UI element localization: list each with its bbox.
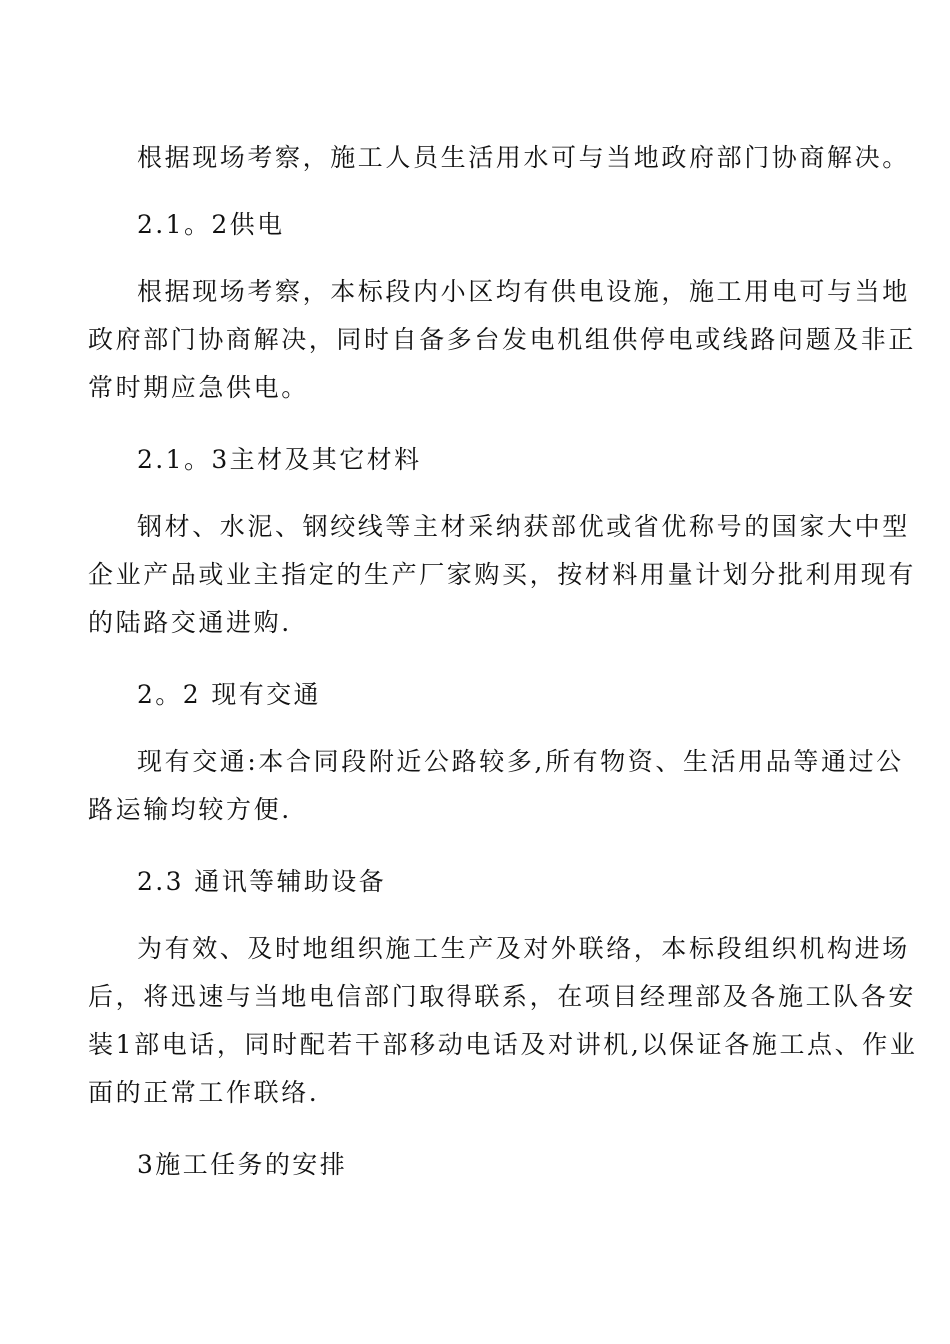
paragraph-traffic-line-2: 路运输均较方便. [88, 795, 292, 824]
paragraph-communication-line-3: 装1部电话，同时配若干部移动电话及对讲机,以保证各施工点、作业 [88, 1030, 918, 1059]
paragraph-materials-line-1: 钢材、水泥、钢绞线等主材采纳获部优或省优称号的国家大中型 [137, 512, 910, 541]
paragraph-communication-line-2: 后，将迅速与当地电信部门取得联系，在项目经理部及各施工队各安 [88, 982, 917, 1011]
heading-2-3: 2.3 通讯等辅助设备 [137, 867, 387, 896]
paragraph-power-supply-line-1: 根据现场考察，本标段内小区均有供电设施，施工用电可与当地 [137, 277, 910, 306]
heading-2-1-3: 2.1。3主材及其它材料 [137, 445, 422, 474]
paragraph-water-supply: 根据现场考察，施工人员生活用水可与当地政府部门协商解决。 [137, 143, 910, 172]
paragraph-communication-line-1: 为有效、及时地组织施工生产及对外联络，本标段组织机构进场 [137, 934, 910, 963]
paragraph-materials-line-3: 的陆路交通进购. [88, 608, 292, 637]
paragraph-traffic-line-1: 现有交通:本合同段附近公路较多,所有物资、生活用品等通过公 [137, 747, 904, 776]
paragraph-communication-line-4: 面的正常工作联络. [88, 1078, 320, 1107]
heading-2-2: 2。2 现有交通 [137, 680, 321, 709]
heading-2-1-2: 2.1。2供电 [137, 210, 285, 239]
heading-3: 3施工任务的安排 [137, 1150, 348, 1179]
paragraph-materials-line-2: 企业产品或业主指定的生产厂家购买，按材料用量计划分批利用现有 [88, 560, 917, 589]
paragraph-power-supply-line-3: 常时期应急供电。 [88, 373, 309, 402]
paragraph-power-supply-line-2: 政府部门协商解决，同时自备多台发电机组供停电或线路问题及非正 [88, 325, 917, 354]
